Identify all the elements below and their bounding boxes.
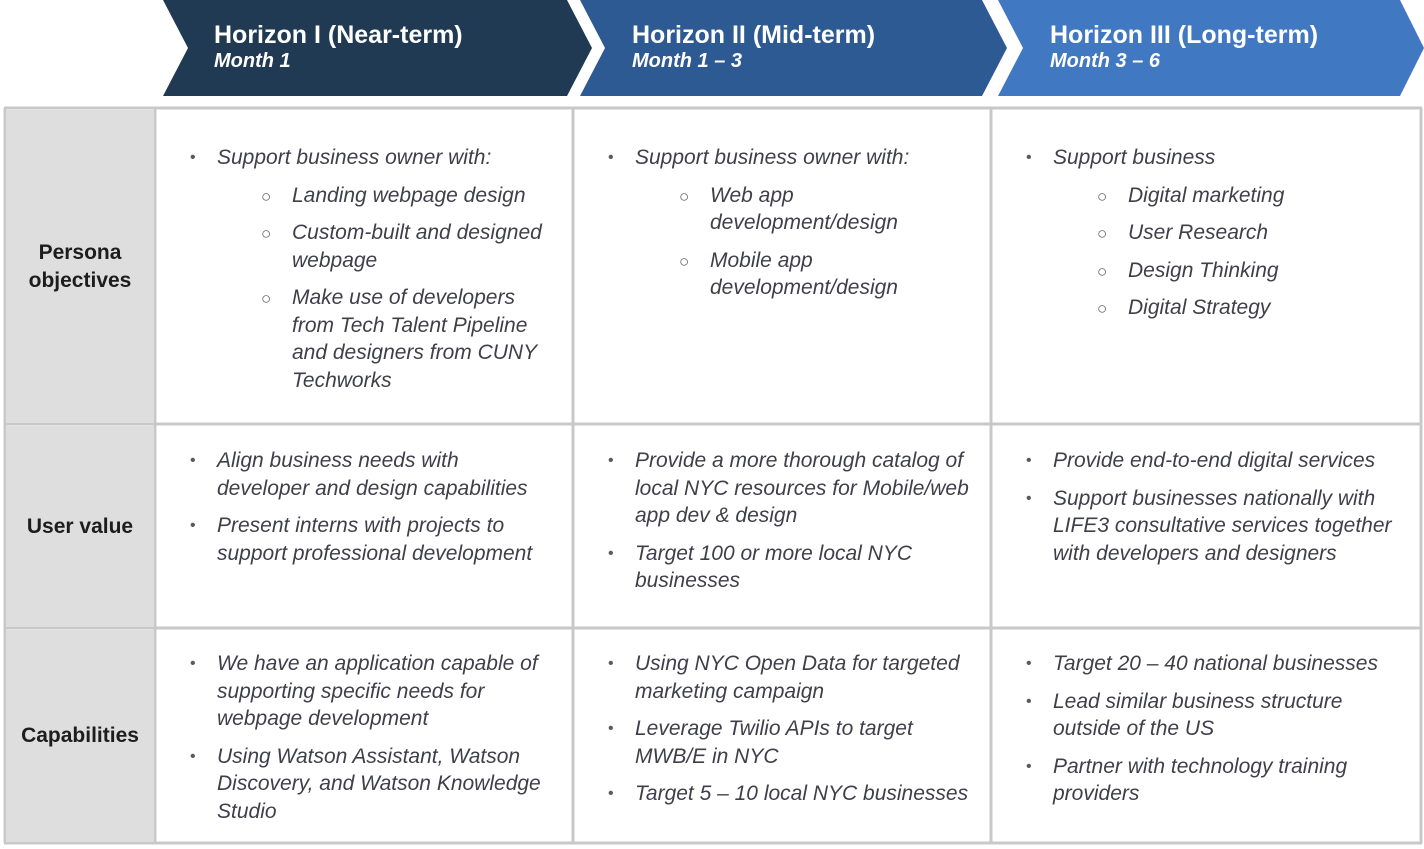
sub-bullet-text: Landing webpage design <box>292 183 526 207</box>
row-label-user-value <box>6 426 154 627</box>
row-label-capabilities <box>6 630 154 842</box>
bullet-text: Leverage Twilio APIs to target MWB/E in NYC <box>635 717 913 768</box>
bullet-text: Lead similar business structure outside of the US <box>1053 689 1343 740</box>
bullet-text: Present interns with projects to support professional development <box>217 514 533 565</box>
sub-bullet-item <box>217 182 552 210</box>
sub-bullet-text: User Research <box>1128 221 1269 244</box>
bullet-list <box>1023 144 1400 322</box>
bullet-list <box>1023 650 1400 808</box>
bullet-list <box>187 144 552 394</box>
sub-bullet-item <box>635 182 970 237</box>
bullet-text: Using Watson Assistant, Watson Discovery, and Watson Knowledge Studio <box>217 744 541 823</box>
bullet-text: Support business owner with: <box>635 146 910 169</box>
bullet-item <box>605 650 970 705</box>
bullet-item <box>605 780 970 808</box>
bullet-text: Provide a more thorough catalog of local NYC resources for Mobile/web app dev & design <box>635 449 969 527</box>
horizon-1-title: Horizon I (Near-term) <box>214 21 463 49</box>
bullet-marker: • <box>190 452 196 469</box>
horizon-3-subtitle: Month 3 – 6 <box>1050 50 1161 72</box>
row-label-persona-objectives <box>6 110 154 423</box>
bullet-marker: • <box>190 517 196 534</box>
bullet-text: Target 20 – 40 national businesses <box>1053 652 1378 675</box>
sub-bullet-item <box>1053 257 1400 285</box>
cell-capabilities-h3 <box>993 634 1420 818</box>
bullet-item <box>1023 753 1400 808</box>
bullet-marker: • <box>608 149 614 166</box>
bullet-list <box>187 650 552 825</box>
bullet-list <box>605 650 970 808</box>
cell-capabilities-h1 <box>157 634 572 835</box>
bullet-item <box>187 144 552 394</box>
sub-bullet-text: Mobile app development/design <box>710 248 898 299</box>
circle-bullet-icon: ○ <box>261 186 272 206</box>
sub-bullet-item <box>1053 294 1400 322</box>
sub-bullet-list <box>217 182 552 395</box>
cell-uservalue-h3 <box>993 430 1420 577</box>
bullet-item <box>1023 447 1400 475</box>
bullet-item <box>187 512 552 567</box>
bullet-text: Provide end-to-end digital services <box>1053 449 1376 472</box>
cell-uservalue-h1 <box>157 430 572 577</box>
horizon-2-subtitle: Month 1 – 3 <box>632 50 743 72</box>
row-label-text: Capabilities <box>21 724 139 747</box>
sub-bullet-text: Digital Strategy <box>1128 296 1271 319</box>
bullet-marker: • <box>608 452 614 469</box>
sub-bullet-item <box>217 219 552 274</box>
cell-persona-h2 <box>575 126 990 312</box>
sub-bullet-item <box>635 247 970 302</box>
bullet-marker: • <box>608 655 614 672</box>
bullet-marker: • <box>190 655 196 672</box>
bullet-list <box>605 447 970 595</box>
cell-uservalue-h2 <box>575 430 990 605</box>
row-label-text: User value <box>26 514 134 538</box>
bullet-text: Support business <box>1053 146 1216 169</box>
sub-bullet-list <box>635 182 970 302</box>
sub-bullet-text: Design Thinking <box>1128 258 1279 282</box>
bullet-item <box>605 540 970 595</box>
cell-capabilities-h2 <box>575 634 990 818</box>
bullet-item <box>187 650 552 733</box>
bullet-text: Support business owner with: <box>217 146 492 169</box>
cell-persona-h1 <box>157 126 572 404</box>
bullet-item <box>1023 688 1400 743</box>
circle-bullet-icon: ○ <box>679 186 690 206</box>
sub-bullet-item <box>217 284 552 394</box>
bullet-text: Support businesses nationally with LIFE3 consultative services together with developers and designers <box>1053 486 1392 565</box>
bullet-list <box>605 144 970 302</box>
bullet-list <box>187 447 552 567</box>
sub-bullet-list <box>1053 182 1400 322</box>
circle-bullet-icon: ○ <box>1097 261 1108 281</box>
sub-bullet-item <box>1053 182 1400 210</box>
bullet-marker: • <box>1026 655 1032 672</box>
bullet-marker: • <box>608 544 614 562</box>
bullet-marker: • <box>1026 149 1032 166</box>
sub-bullet-item <box>1053 219 1400 247</box>
bullet-text: Align business needs with developer and design capabilities <box>217 449 528 500</box>
bullet-item <box>1023 650 1400 678</box>
bullet-text: Using NYC Open Data for targeted marketing campaign <box>635 652 960 703</box>
bullet-list <box>1023 447 1400 567</box>
horizon-3-title: Horizon III (Long-term) <box>1050 21 1319 49</box>
bullet-item <box>605 447 970 530</box>
row-label-text: Persona objectives <box>28 240 132 292</box>
bullet-item <box>1023 485 1400 568</box>
bullet-text: Target 5 – 10 local NYC businesses <box>635 782 969 805</box>
horizon-1-subtitle: Month 1 <box>214 50 291 72</box>
bullet-marker: • <box>608 785 614 802</box>
bullet-marker: • <box>190 747 196 765</box>
bullet-item <box>187 447 552 502</box>
bullet-marker: • <box>608 720 614 737</box>
bullet-marker: • <box>1026 452 1032 469</box>
bullet-item <box>187 743 552 826</box>
bullet-text: Target 100 or more local NYC businesses <box>635 541 913 592</box>
horizon-2-title: Horizon II (Mid-term) <box>632 21 876 49</box>
bullet-text: We have an application capable of supporting specific needs for webpage development <box>217 652 538 730</box>
circle-bullet-icon: ○ <box>1097 224 1108 243</box>
bullet-marker: • <box>1026 489 1032 507</box>
circle-bullet-icon: ○ <box>261 289 272 308</box>
bullet-text: Partner with technology training providers <box>1053 754 1348 805</box>
bullet-marker: • <box>1026 692 1032 710</box>
circle-bullet-icon: ○ <box>1097 186 1108 206</box>
bullet-marker: • <box>190 149 196 166</box>
cell-persona-h3 <box>993 126 1420 332</box>
bullet-item <box>605 715 970 770</box>
bullet-item <box>1023 144 1400 322</box>
circle-bullet-icon: ○ <box>261 224 272 243</box>
circle-bullet-icon: ○ <box>679 251 690 271</box>
circle-bullet-icon: ○ <box>1097 299 1108 318</box>
sub-bullet-text: Digital marketing <box>1128 183 1285 207</box>
bullet-marker: • <box>1026 757 1032 775</box>
bullet-item <box>605 144 970 302</box>
sub-bullet-text: Custom-built and designed webpage <box>292 221 542 272</box>
sub-bullet-text: Web app development/design <box>710 183 898 234</box>
sub-bullet-text: Make use of developers from Tech Talent Pipeline and designers from CUNY Techworks <box>292 286 537 392</box>
